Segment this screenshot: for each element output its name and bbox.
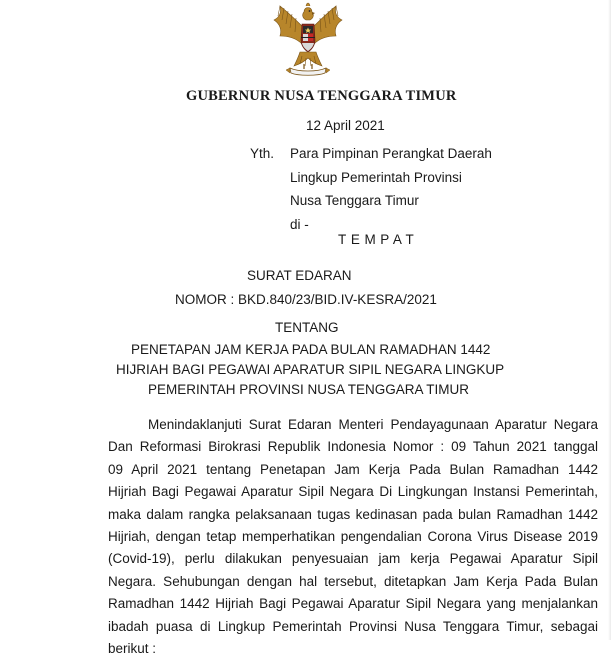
emblem-tail — [294, 52, 322, 66]
body-line: Ramadhan 1442 Hijriah Bagi Pegawai Aparatur Sipil Negara yang menjalankan — [108, 596, 598, 612]
emblem-shield — [301, 24, 315, 52]
subject-title-line: PENETAPAN JAM KERJA PADA BULAN RAMADHAN 1442 — [131, 342, 491, 357]
body-line: Hijriah Bagi Pegawai Aparatur Sipil Negara Di Lingkungan Instansi Pemerintah, — [108, 484, 598, 500]
body-line: 09 April 2021 tentang Penetapan Jam Kerja Pada Bulan Ramadhan 1442 — [108, 461, 598, 477]
body-line: Negara. Sehubungan dengan hal tersebut, ditetapkan Jam Kerja Pada Bulan — [108, 573, 598, 589]
recipient-line: Lingkup Pemerintah Provinsi — [290, 170, 462, 185]
letter-date: 12 April 2021 — [306, 118, 385, 133]
document-number: NOMOR : BKD.840/23/BID.IV-KESRA/2021 — [175, 292, 437, 307]
body-line: Dan Reformasi Birokrasi Republik Indonesia Nomor : 09 Tahun 2021 tanggal — [108, 439, 598, 455]
governor-heading: GUBERNUR NUSA TENGGARA TIMUR — [186, 88, 457, 104]
recipient-label: Yth. — [250, 146, 275, 161]
body-paragraph — [108, 414, 598, 660]
recipient-place: TEMPAT — [338, 232, 419, 247]
body-line: Menindaklanjuti Surat Edaran Menteri Pendayagunaan Aparatur Negara — [148, 417, 598, 432]
body-line: berikut : — [108, 641, 157, 657]
emblem-head — [303, 3, 315, 20]
body-line: Hijriah, dengan tetap memperhatikan pengendalian Corona Virus Disease 2019 — [108, 529, 598, 545]
recipient-line: di - — [290, 217, 309, 232]
recipient-line: Nusa Tenggara Timur — [290, 193, 419, 208]
body-line: maka dalam rangka pelaksanaan tugas kedinasan pada bulan Ramadhan 1442 — [108, 506, 598, 522]
about-label: TENTANG — [275, 320, 339, 335]
emblem-ribbon — [286, 64, 330, 75]
garuda-emblem-icon — [268, 0, 348, 76]
body-line: (Covid-19), perlu dilakukan penyesuaian jam kerja Pegawai Aparatur Sipil — [108, 551, 598, 567]
document-type: SURAT EDARAN — [247, 268, 352, 283]
subject-title-line: HIJRIAH BAGI PEGAWAI APARATUR SIPIL NEGARA LINGKUP — [116, 362, 505, 377]
body-line: ibadah puasa di Lingkup Pemerintah Provinsi Nusa Tenggara Timur, sebagai — [108, 618, 598, 634]
subject-title-line: PEMERINTAH PROVINSI NUSA TENGGARA TIMUR — [148, 382, 470, 397]
recipient-line: Para Pimpinan Perangkat Daerah — [290, 146, 492, 161]
